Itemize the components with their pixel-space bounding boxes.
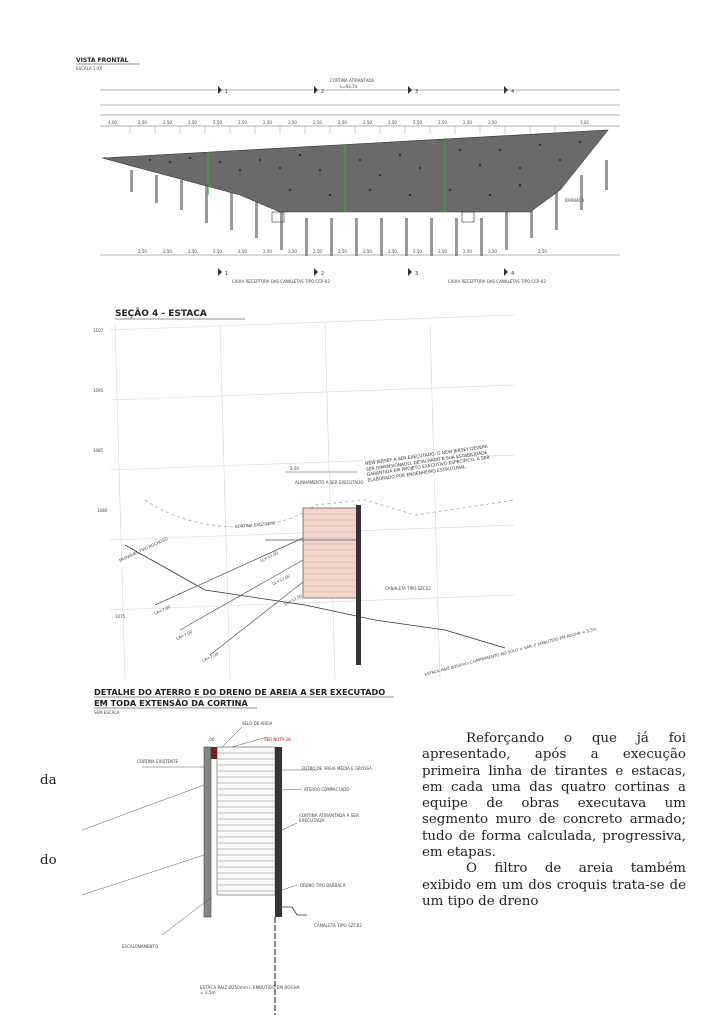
fig3-title-1: DETALHE DO ATERRO E DO DRENO DE AREIA A SER EXECUTADO: [94, 687, 386, 697]
figure-vista-frontal: [60, 50, 660, 295]
fig1-bottom-dims: [138, 249, 547, 254]
fig2-estaca: ESTACA RAIZ Ø250mm COMPRIMENTO NO SOLO = VAR. E EMBUTIDO EM ROCHA = 3,5m: [423, 626, 597, 677]
section-mark-1-bottom: 1: [225, 271, 229, 277]
top-dim: 2,50: [238, 120, 247, 125]
top-dim: 2,50: [438, 120, 447, 125]
fig1-wall: [102, 130, 608, 212]
level-label: 1107: [93, 328, 104, 333]
section-mark-3-bottom: 3: [415, 271, 419, 277]
fig1-title: VISTA FRONTAL: [76, 57, 129, 64]
top-dim: 2,50: [138, 120, 147, 125]
bottom-dim: 2,50: [188, 249, 197, 254]
level-label: 1075: [115, 614, 126, 619]
top-dim: 2,50: [488, 120, 497, 125]
fig1-section-markers-top: [218, 86, 514, 95]
fig1-subtitle: ESCALA 1:XX: [76, 66, 103, 71]
fig3-estaca: ESTACA RAIZ Ø250mm L EMBUTIDO EM ROCHA = 3,5m: [200, 985, 300, 995]
fig2-alinhamento: ALINHAMENTO A SER EXECUTADO: [295, 480, 364, 485]
anchor-label: LL=12,00: [271, 573, 291, 586]
fig3-canaleta: CANALETA TIPO SZC02: [314, 923, 362, 928]
level-label: 1080: [97, 508, 108, 513]
bottom-dim: 2,50: [438, 249, 447, 254]
bottom-dim: 2,50: [463, 249, 472, 254]
bottom-dim: 2,50: [213, 249, 222, 254]
fig2-cortina-existente: CORTINA EXISTENTE: [234, 520, 276, 529]
top-dim: 3,02: [580, 120, 589, 125]
fig1-caixa-right: CAIXA RECEPTORA DAS CANALETAS TIPO CCP-02: [448, 279, 546, 284]
fig1-section-markers-bottom: [218, 268, 514, 277]
top-dim: 2,50: [413, 120, 422, 125]
bottom-dim: 2,50: [238, 249, 247, 254]
top-dim: 2,50: [338, 120, 347, 125]
bottom-dim: 2,50: [538, 249, 547, 254]
fig1-top-dims: [108, 120, 589, 125]
top-dim: 2,50: [313, 120, 322, 125]
section-mark-4-bottom: 4: [511, 271, 515, 277]
figure-secao-4: [85, 300, 597, 700]
fig3-cortina-existente: CORTINA EXISTENTE: [137, 759, 178, 764]
fig3-cortina-atirantada: CORTINA ATIRANTADA A SER EXECUTADA: [299, 813, 359, 823]
bottom-dim: 2,50: [363, 249, 372, 254]
fig3-filtro: FILTRO DE AREIA MÉDIA E GROSSA: [302, 766, 372, 771]
fig1-top-label: CORTINA ATIRANTADA: [330, 78, 375, 83]
anchor-label: LA=7,00: [201, 651, 220, 663]
bottom-dim: 2,50: [138, 249, 147, 254]
fig3-dim: ,00: [208, 737, 215, 742]
fig3-escalonamento: ESCALONAMENTO: [122, 944, 159, 949]
anchor-label: LL=12,00: [283, 593, 303, 606]
bottom-dim: 2,50: [313, 249, 322, 254]
paragraph-1: Reforçando o que já foi apresentado, após a execução primeira linha de tirantes e estacas, em cada uma das quatro cortinas a equipe de obras executava um segmento muro de concreto armado; tudo de forma calculada, progressiva, em etapas.: [422, 731, 686, 861]
fig3-title-2: EM TODA EXTENSÃO DA CORTINA: [94, 698, 248, 708]
fig1-top-sublabel: L=93,74: [340, 84, 358, 89]
side-word-do: do: [40, 853, 57, 868]
fig1-barbaca: BARBACÃ: [565, 198, 585, 203]
top-dim: 4,00: [108, 120, 117, 125]
top-dim: 2,50: [463, 120, 472, 125]
fig3-nota: VER NOTA 28: [264, 737, 291, 742]
section-mark-1-top: 1: [225, 89, 229, 95]
anchor-label: LL=12,00: [259, 550, 279, 563]
top-dim: 2,50: [163, 120, 172, 125]
bottom-dim: 2,50: [338, 249, 347, 254]
bottom-dim: 2,50: [163, 249, 172, 254]
bottom-dim: 2,50: [263, 249, 272, 254]
top-dim: 2,50: [188, 120, 197, 125]
fig2-anchor-labels: [153, 550, 303, 663]
bottom-dim: 2,50: [288, 249, 297, 254]
section-mark-4-top: 4: [511, 89, 515, 95]
fig2-levels: [93, 328, 126, 619]
fig2-dim: 3,50: [290, 466, 299, 471]
fig2-wall-fill: [303, 508, 358, 598]
paragraph-2: O filtro de areia também exibido em um dos croquis trata-se de um tipo de dreno: [422, 861, 686, 909]
section-mark-2-top: 2: [321, 89, 325, 95]
top-dim: 2,50: [363, 120, 372, 125]
level-label: 1095: [93, 388, 104, 393]
fig3-aterro: ATERRO COMPACTADO: [304, 787, 350, 792]
top-dim: 2,50: [288, 120, 297, 125]
fig2-perfil: PROVÁVEL TIPO ROCHOSO: [118, 535, 169, 563]
text-column: [422, 731, 686, 910]
section-mark-2-bottom: 2: [321, 271, 325, 277]
fig1-caixa-left: CAIXA RECEPTORA DAS CANALETAS TIPO CCP-02: [232, 279, 330, 284]
side-word-da: da: [40, 773, 57, 788]
fig3-dreno: DRENO TIPO BARBACÃ: [300, 883, 346, 888]
top-dim: 2,50: [263, 120, 272, 125]
top-dim: 2,50: [388, 120, 397, 125]
anchor-label: LA=7,00: [175, 629, 194, 641]
figure-detalhe-aterro: [82, 685, 402, 1020]
fig3-title-scale: SEM ESCALA: [94, 710, 120, 715]
bottom-dim: 2,50: [413, 249, 422, 254]
fig2-note: NEW JERSEY A SER EXECUTADO. O NEW JERSEY DEVERÁ SER DIMENSIONADO, DETALHADO E SUA ESTABILIDADE GARANTIDA EM PROJETO EXECUTIVO ESPECÍFICO, A SER ELABORADO POR ENGENHEIRO ESTRUTURAL.: [365, 444, 491, 484]
section-mark-3-top: 3: [415, 89, 419, 95]
top-dim: 2,50: [213, 120, 222, 125]
bottom-dim: 2,50: [488, 249, 497, 254]
fig2-title: SEÇÃO 4 - ESTACA: [115, 309, 207, 319]
fig2-canaleta: CANALETA TIPO SZC02: [385, 586, 431, 591]
fig3-selo: SELO DE AREIA: [242, 721, 273, 726]
level-label: 1085: [93, 448, 104, 453]
bottom-dim: 2,50: [388, 249, 397, 254]
anchor-label: LA=7,00: [153, 604, 172, 616]
